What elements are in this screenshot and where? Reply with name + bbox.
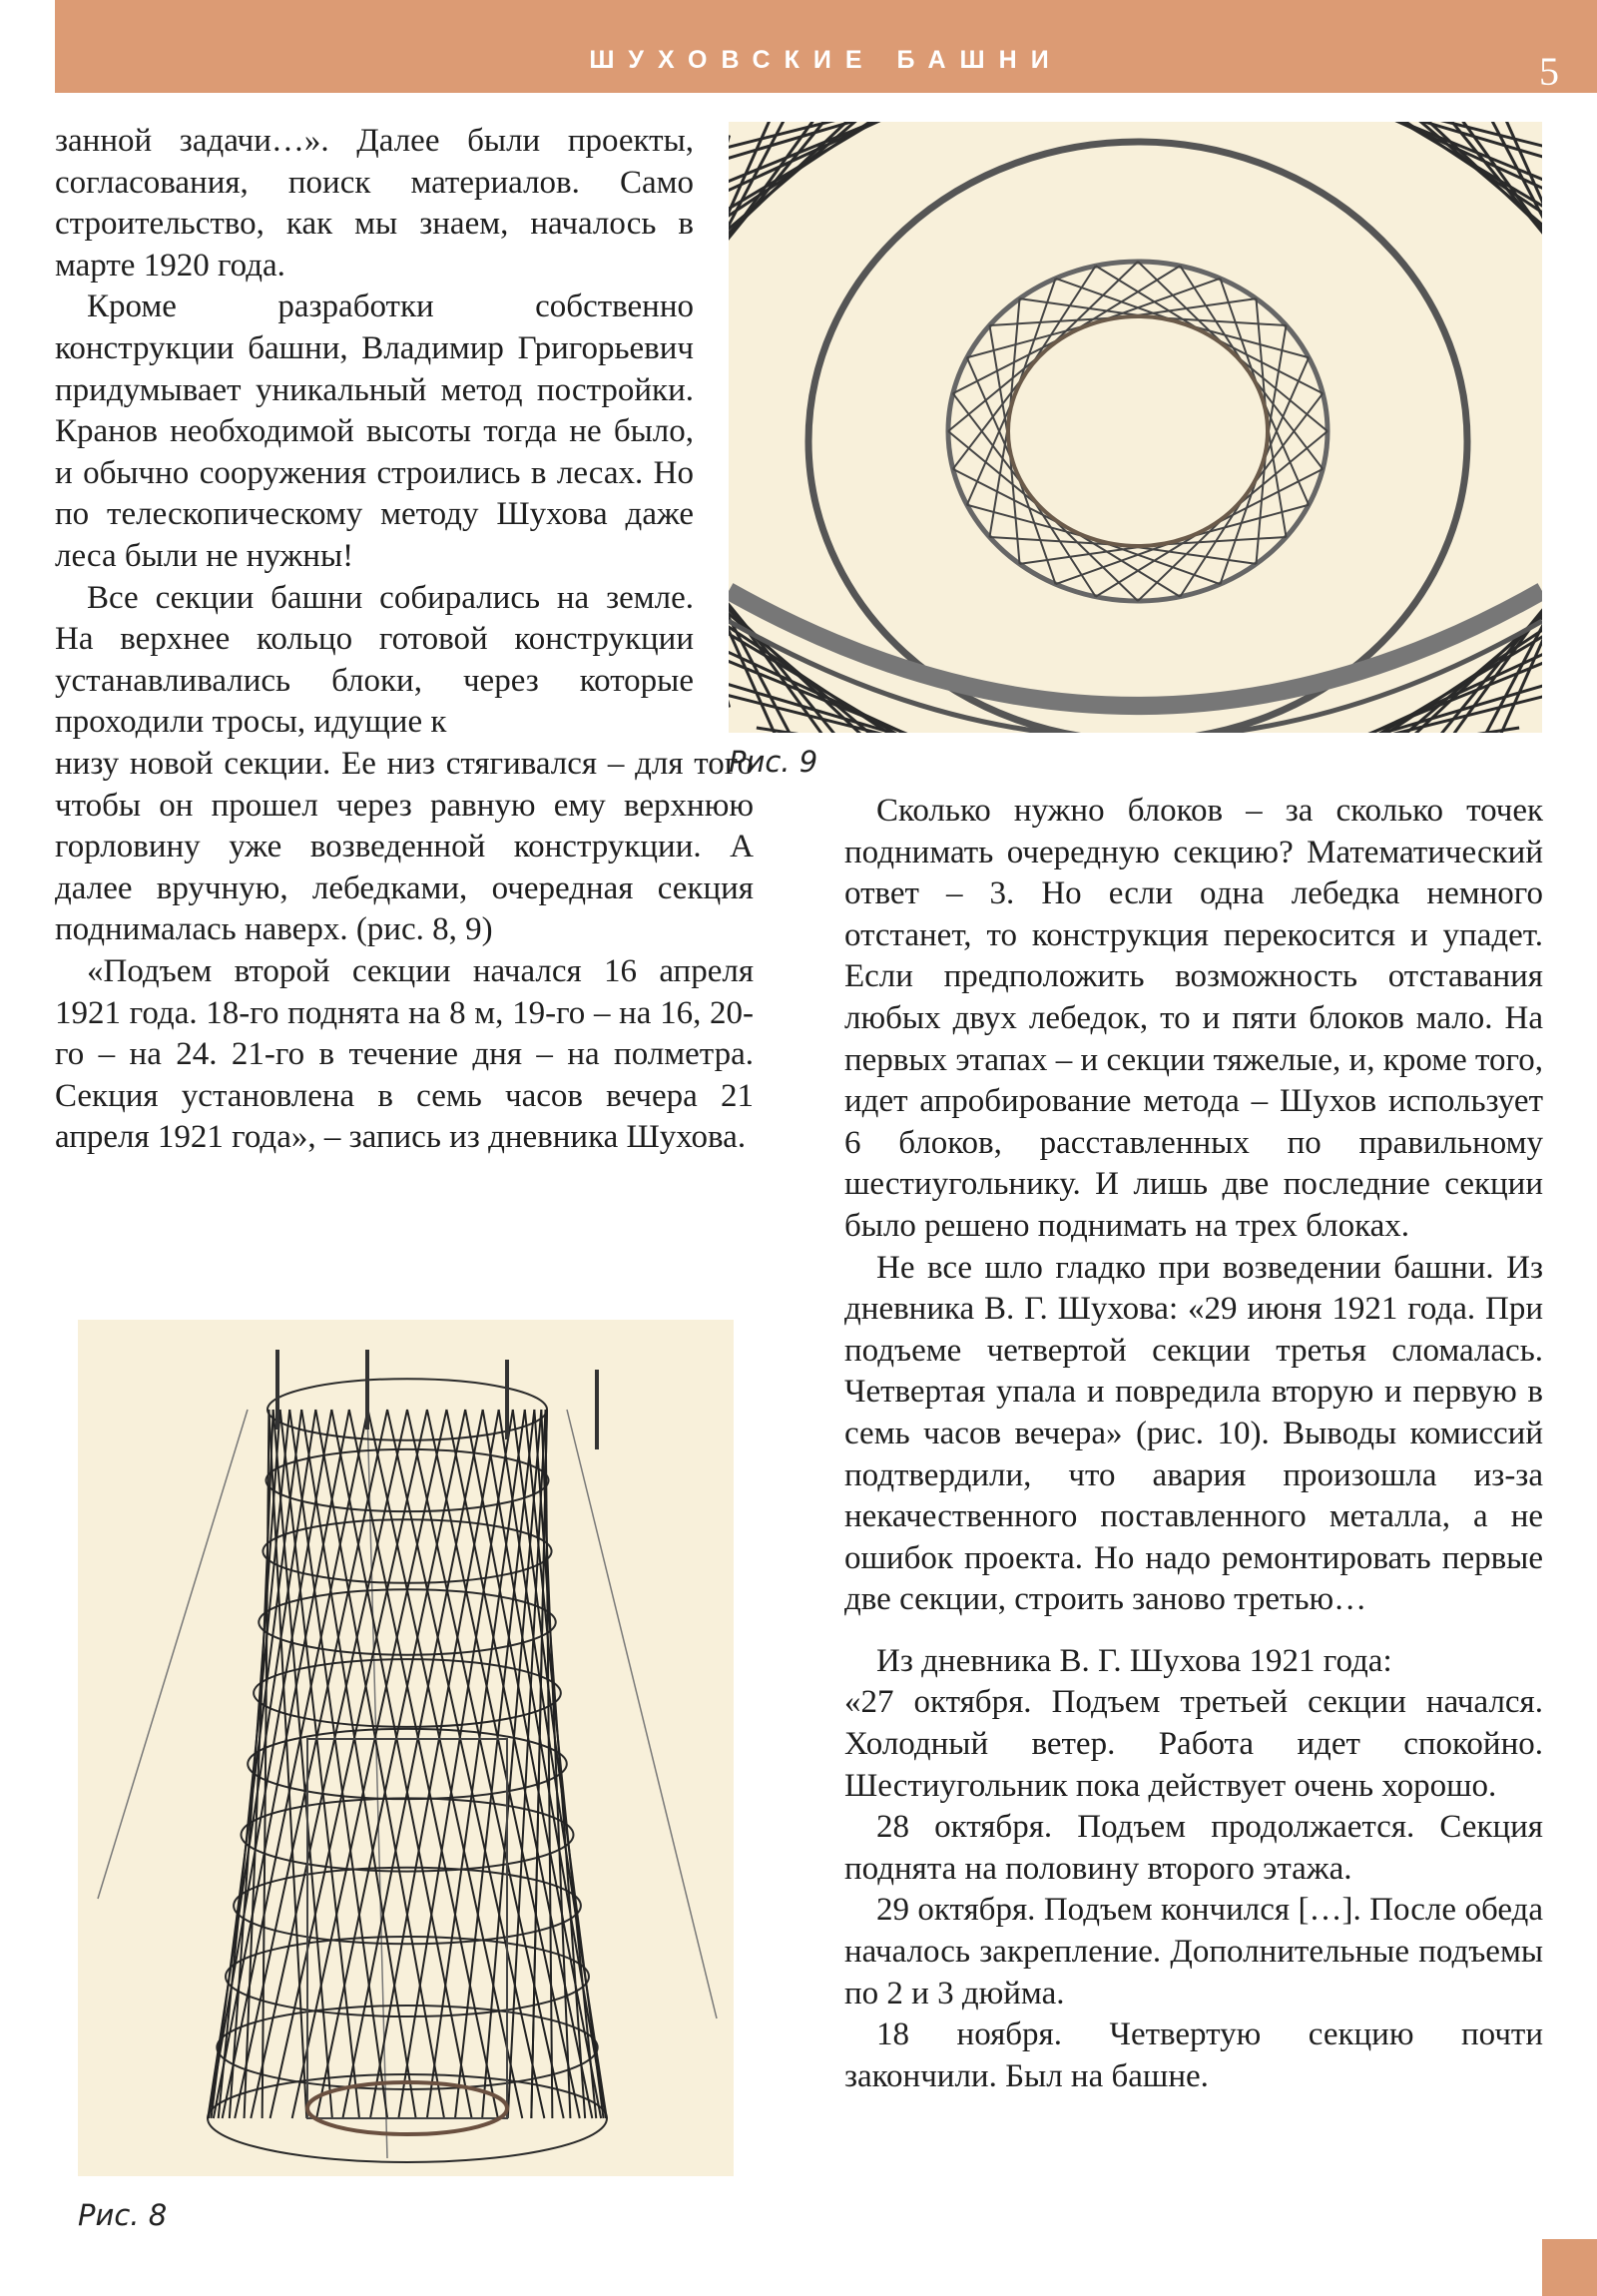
left-column-middle [55, 744, 754, 1159]
figure-8-tower-model [78, 1320, 734, 2176]
corner-tab [1542, 2239, 1597, 2296]
running-title: ШУХОВСКИЕ БАШНИ [589, 46, 1063, 74]
paragraph: 18 ноября. Четвертую секцию почти закончили. Был на башне. [844, 2016, 1543, 2094]
page-number: 5 [1539, 49, 1559, 94]
paragraph: низу новой секции. Ее низ стягивался – для того чтобы он прошел через равную ему верхнюю горловину уже возведенной конструкции. А далее вручную, лебедками, очередная секция поднималась наверх. (рис. 8, 9) [55, 746, 754, 948]
paragraph: Кроме разработки собственно конструкции башни, Владимир Григорьевич придумывает уникальный метод постройки. Кранов необходимой высоты тогда не было, и обычно сооружения строились в лесах. Но по телескопическому методу Шухова даже леса были не нужны! [55, 288, 694, 574]
tower-lattice-illustration [729, 122, 1542, 733]
right-column [844, 791, 1543, 2097]
paragraph: занной задачи…». Далее были проекты, согласования, поиск материалов. Само строительство, как мы знаем, началось в марте 1920 года. [55, 123, 694, 284]
figure-9-caption: Рис. 9 [729, 745, 818, 779]
figure-9-tower-view-from-below [729, 122, 1542, 733]
paragraph: Из дневника В. Г. Шухова 1921 года: [876, 1642, 1392, 1679]
paragraph: Все секции башни собирались на земле. На верхнее кольцо готовой конструкции устанавливались блоки, через которые проходили тросы, идущие к [55, 579, 694, 741]
tower-model-illustration [78, 1320, 734, 2176]
page-header [55, 0, 1597, 93]
paragraph: «Подъем второй секции начался 16 апреля 1921 года. 18-го поднята на 8 м, 19-го – на 16, 20-го – на 24. 21-го в течение дня – на полметра. Секция установлена в семь часов вечера 21 апреля 1921 года», – запись из дневника Шухова. [55, 952, 754, 1156]
paragraph: 29 октября. Подъем кончился […]. После обеда началось закрепление. Дополнительные подъемы по 2 и 3 дюйма. [844, 1892, 1543, 2011]
paragraph: 28 октября. Подъем продолжается. Секция поднята на половину второго этажа. [844, 1809, 1543, 1887]
figure-8-caption: Рис. 8 [78, 2198, 168, 2232]
left-column-top [55, 121, 694, 744]
paragraph: «27 октября. Подъем третьей секции начался. Холодный ветер. Работа идет спокойно. Шестиугольник пока действует очень хорошо. [844, 1684, 1543, 1804]
paragraph: Сколько нужно блоков – за сколько точек поднимать очередную секцию? Математический ответ – 3. Но если одна лебедка немного отстанет, то конструкция перекосится и упадет. Если предположить возможность отставания любых двух лебедок, то и пяти блоков мало. На первых этапах – и секции тяжелые, и, кроме того, идет апробирование метода – Шухов использует 6 блоков, расставленных по правильному шестиугольнику. И лишь две последние секции было решено поднимать на трех блоках. [844, 793, 1543, 1244]
paragraph: Не все шло гладко при возведении башни. Из дневника В. Г. Шухова: «29 июня 1921 года. При подъеме четвертой секции третья сломалась. Четвертая упала и повредила вторую и первую в семь часов вечера» (рис. 10). Выводы комиссий подтвердили, что авария произошла из-за некачественного поставленного металла, а не ошибок проекта. Но надо ремонтировать первые две секции, строить заново третью… [844, 1249, 1543, 1618]
